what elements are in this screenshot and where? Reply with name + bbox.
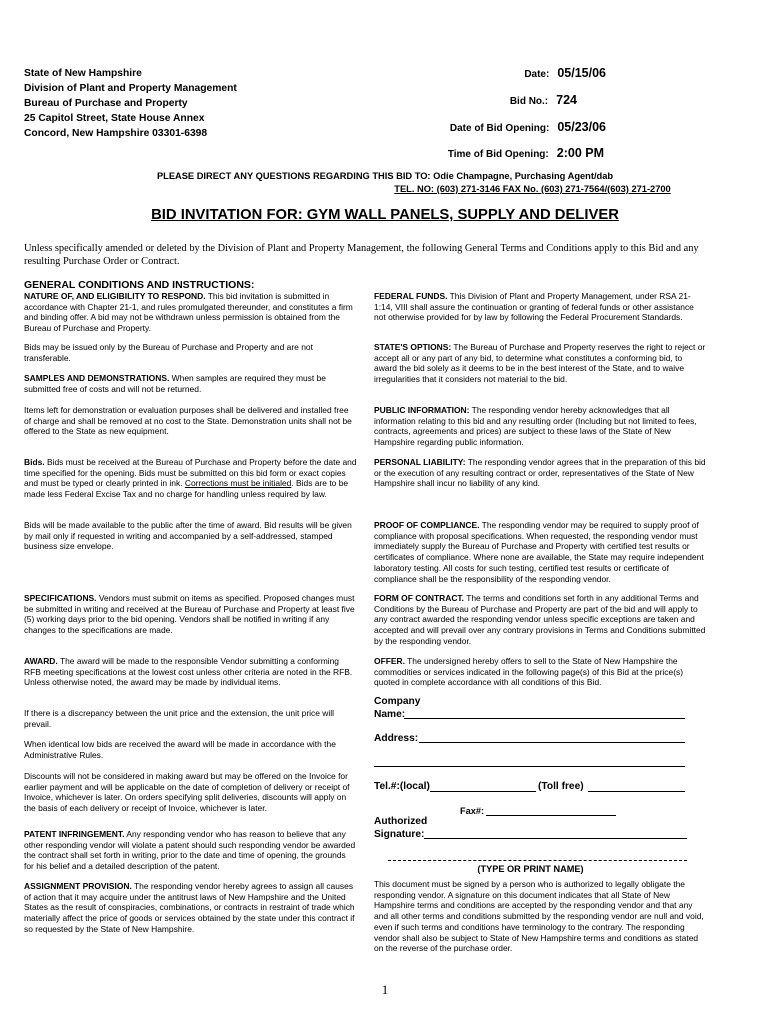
bids-corrections-text: Corrections must be initialed: [184, 478, 292, 489]
bid-no-row: [510, 93, 577, 107]
bids-paragraph: [24, 457, 357, 500]
date-row: [524, 66, 606, 80]
state-options-heading: STATE'S OPTIONS:: [374, 342, 452, 352]
federal-funds-paragraph: [374, 291, 707, 323]
federal-funds-text: This Division of Plant and Property Management, under RSA 21-1:14, VIII shall assure the continuation or granting of federal funds or other assistance not otherwise provided for by law by following the Federal Procurement Standards.: [374, 291, 694, 323]
date-label: Date:: [524, 69, 550, 80]
opening-time-row: [448, 146, 604, 160]
public-availability-paragraph: Bids will be made available to the public after the time of award. Bid results will be given by mail only if requested in writing and accompanied by a self-addressed, stamped business size envelope.: [24, 520, 352, 552]
date-value: 05/15/06: [557, 66, 606, 80]
company-label-2: Name:: [374, 709, 406, 720]
samples-text: When samples are required they must be submitted free of costs and will not be returned.: [24, 373, 326, 394]
bids-text-end: . Bids are to be made less Federal Excise Tax and no charge for handling unless required by law.: [24, 478, 349, 500]
type-or-print-name-label: (TYPE OR PRINT NAME): [477, 864, 584, 874]
issuer-bureau: Bureau of Purchase and Property: [24, 98, 188, 109]
signature-field[interactable]: [424, 838, 687, 839]
specifications-text: Vendors must submit on items as specified. Proposed changes must be submitted in writing and received at the Bureau of Purchase and Property at least five (5) working days prior to the bid opening. Vendors shall be notified in writing if any changes to the specifications are made.: [24, 593, 355, 636]
nature-heading: NATURE OF, AND ELIGIBILITY TO RESPOND.: [24, 291, 206, 301]
discrepancy-paragraph: If there is a discrepancy between the unit price and the extension, the unit price will prevail.: [24, 708, 335, 729]
nature-paragraph: [24, 291, 357, 334]
opening-date-row: [450, 120, 606, 134]
patent-heading: PATENT INFRINGEMENT.: [24, 829, 125, 839]
tel-toll-free-label: (Toll free): [538, 781, 584, 792]
offer-paragraph: [374, 656, 707, 688]
specifications-paragraph: [24, 593, 357, 636]
form-of-contract-paragraph: [374, 593, 707, 647]
bids-heading: Bids.: [24, 457, 45, 467]
opening-date-label: Date of Bid Opening:: [449, 123, 550, 134]
personal-liability-text: The responding vendor agrees that in the preparation of this bid or the execution of any resulting contract or order, representatives of the State of New Hampshire shall incur no liability of any kind.: [374, 457, 706, 489]
address-field-line-2[interactable]: [374, 766, 685, 767]
public-information-text: The responding vendor hereby acknowledges that all information relating to this bid and any resulting order (Including but not limited to fees, contracts, agreements and prices) are subject to these laws of the State of New Hampshire regarding public information.: [374, 405, 697, 448]
issuer-division: Division of Plant and Property Management: [24, 83, 237, 94]
general-conditions-heading: GENERAL CONDITIONS AND INSTRUCTIONS:: [24, 279, 255, 291]
bids-text: Bids must be received at the Bureau of Purchase and Property before the date and time specified for the opening. Bids must be submitted on this bid form or exact copies and must be typed or clearly printed in ink.: [24, 457, 357, 489]
personal-liability-heading: PERSONAL LIABILITY:: [374, 457, 466, 467]
offer-text: The undersigned hereby offers to sell to the State of New Hampshire the commodities or services indicated in the following page(s) of this Bid at the price(s) quoted in complete accordance with all conditions of this Bid.: [374, 656, 684, 688]
bid-no-label: Bid No.:: [509, 96, 549, 107]
fax-field[interactable]: [486, 815, 616, 816]
issuer-city: Concord, New Hampshire 03301-6398: [24, 128, 208, 139]
address-label: Address:: [374, 733, 419, 744]
state-options-text: The Bureau of Purchase and Property reserves the right to reject or accept all or any part of any bid, to determine what constitutes a conforming bid, to award the bid solely as it deems to be in the best interest of the State, and to waive irregularities that it considers not material to the bid.: [374, 342, 706, 385]
federal-funds-heading: FEDERAL FUNDS.: [374, 291, 448, 301]
patent-paragraph: [24, 829, 357, 872]
samples-paragraph: [24, 373, 357, 394]
company-name-field[interactable]: [404, 718, 685, 719]
contact-line: PLEASE DIRECT ANY QUESTIONS REGARDING THIS BID TO: Odie Champagne, Purchasing Agent/dab: [156, 171, 614, 181]
form-of-contract-text: The terms and conditions set forth in any additional Terms and Conditions by the Bureau of Purchase and Property are part of the bid and will apply to any contract awarded the responding vendor unless specific exceptions are taken and accepted and will prevail over any contrary provisions in Terms and Conditions submitted by the responding vendor.: [374, 593, 706, 646]
authorized-label-2: Signature:: [374, 829, 425, 840]
award-text: The award will be made to the responsible Vendor submitting a conforming RFB meeting specifications at the lowest cost unless other criteria are noted in the RFB. Unless otherwise noted, the award may be made by individual items.: [24, 656, 353, 688]
opening-date-value: 05/23/06: [557, 120, 606, 134]
identical-bids-paragraph: When identical low bids are received the award will be made in accordance with the Administrative Rules.: [24, 739, 336, 760]
discounts-paragraph: Discounts will not be considered in making award but may be offered on the Invoice for earlier payment and will be applicable on the date of completion of delivery or receipt of Invoice, whichever is later. On orders specifying split deliveries, discounts will apply on the basis of each delivery or receipt of Invoice, whichever is later.: [24, 771, 350, 814]
issuer-state: State of New Hampshire: [24, 68, 142, 79]
address-field-line-1[interactable]: [419, 742, 685, 743]
tel-toll-free-field[interactable]: [588, 791, 685, 792]
personal-liability-paragraph: [374, 457, 707, 489]
award-paragraph: [24, 656, 357, 688]
specifications-heading: SPECIFICATIONS.: [24, 593, 97, 603]
offer-heading: OFFER.: [374, 656, 405, 666]
state-options-paragraph: [374, 342, 707, 385]
form-of-contract-heading: FORM OF CONTRACT.: [374, 593, 464, 603]
public-information-heading: PUBLIC INFORMATION:: [374, 405, 470, 415]
bid-no-value: 724: [556, 93, 577, 107]
contact-phone-line: TEL. NO: (603) 271-3146 FAX No. (603) 271-7564/(603) 271-2700: [394, 184, 671, 194]
authorized-label-1: Authorized: [374, 816, 428, 827]
tel-local-label: Tel.#:(local): [374, 781, 430, 792]
award-heading: AWARD.: [24, 656, 58, 666]
page-number: 1: [381, 982, 389, 997]
issuer-address: [24, 66, 237, 141]
nature-text: This bid invitation is submitted in accordance with Chapter 21-1, and rules promulgated thereunder, and constitutes a firm and binding offer. A bid may not be withdrawn unless permission is obtained from the Bureau of Purchase and Property.: [24, 291, 353, 334]
proof-of-compliance-paragraph: [374, 520, 707, 584]
printed-name-field[interactable]: [388, 860, 687, 861]
public-information-paragraph: [374, 405, 707, 448]
items-paragraph: Items left for demonstration or evaluation purposes shall be delivered and installed free of charge and shall be removed at no cost to the State. Demonstration units shall not be offered to the State as new equipment.: [24, 405, 352, 437]
tel-local-field[interactable]: [430, 791, 536, 792]
assignment-text: The responding vendor hereby agrees to assign all causes of action that it may acquire under the antitrust laws of New Hampshire and the United States as the result of conspiracies, combinations, or contracts in restraint of trade which materially affect the price of goods or services obtained by the state under this contract if so requested by the State of New Hampshire.: [24, 881, 355, 934]
assignment-paragraph: [24, 881, 357, 935]
document-title: BID INVITATION FOR: GYM WALL PANELS, SUPPLY AND DELIVER: [151, 207, 619, 223]
issuer-street: 25 Capitol Street, State House Annex: [24, 113, 205, 124]
opening-time-label: Time of Bid Opening:: [447, 149, 549, 160]
closing-paragraph: This document must be signed by a person who is authorized to legally obligate the responding vendor. A signature on this document indicates that all State of New Hampshire terms and conditions are accepted by the responding vendor and that any and all other terms and conditions submitted by the responding vendor are null and void, even if such terms and conditions have terminology to the contrary. The responding vendor shall also be subject to State of New Hampshire terms and conditions as stated on the reverse of the purchase order.: [374, 879, 704, 954]
patent-text: Any responding vendor who has reason to believe that any other responding vendor will violate a patent should such responding vendor be awarded the contract shall set forth in writing, prior to the date and time of opening, the grounds for his belief and a detailed description of the patent.: [24, 829, 356, 872]
fax-label: Fax#:: [460, 806, 485, 816]
company-label-1: Company: [374, 696, 421, 707]
opening-time-value: 2:00 PM: [556, 146, 604, 160]
contact-block: [0, 170, 770, 196]
issued-paragraph: Bids may be issued only by the Bureau of Purchase and Property and are not transferable.: [24, 342, 313, 363]
proof-of-compliance-heading: PROOF OF COMPLIANCE.: [374, 520, 480, 530]
intro-paragraph: Unless specifically amended or deleted by the Division of Plant and Property Management, the following General Terms and Conditions apply to this Bid and any resulting Purchase Order or Contract.: [24, 243, 699, 267]
proof-of-compliance-text: The responding vendor may be required to supply proof of compliance with proposal specifications. When requested, the responding vendor must immediately supply the Bureau of Purchase and Property with certified test results or certificates of compliance. Where none are available, the State may require independent laboratory testing. All costs for such testing, certified test results or certificate of compliance shall be the responsibility of the responding vendor.: [374, 520, 704, 584]
samples-heading: SAMPLES AND DEMONSTRATIONS.: [24, 373, 170, 383]
assignment-heading: ASSIGNMENT PROVISION.: [24, 881, 132, 891]
